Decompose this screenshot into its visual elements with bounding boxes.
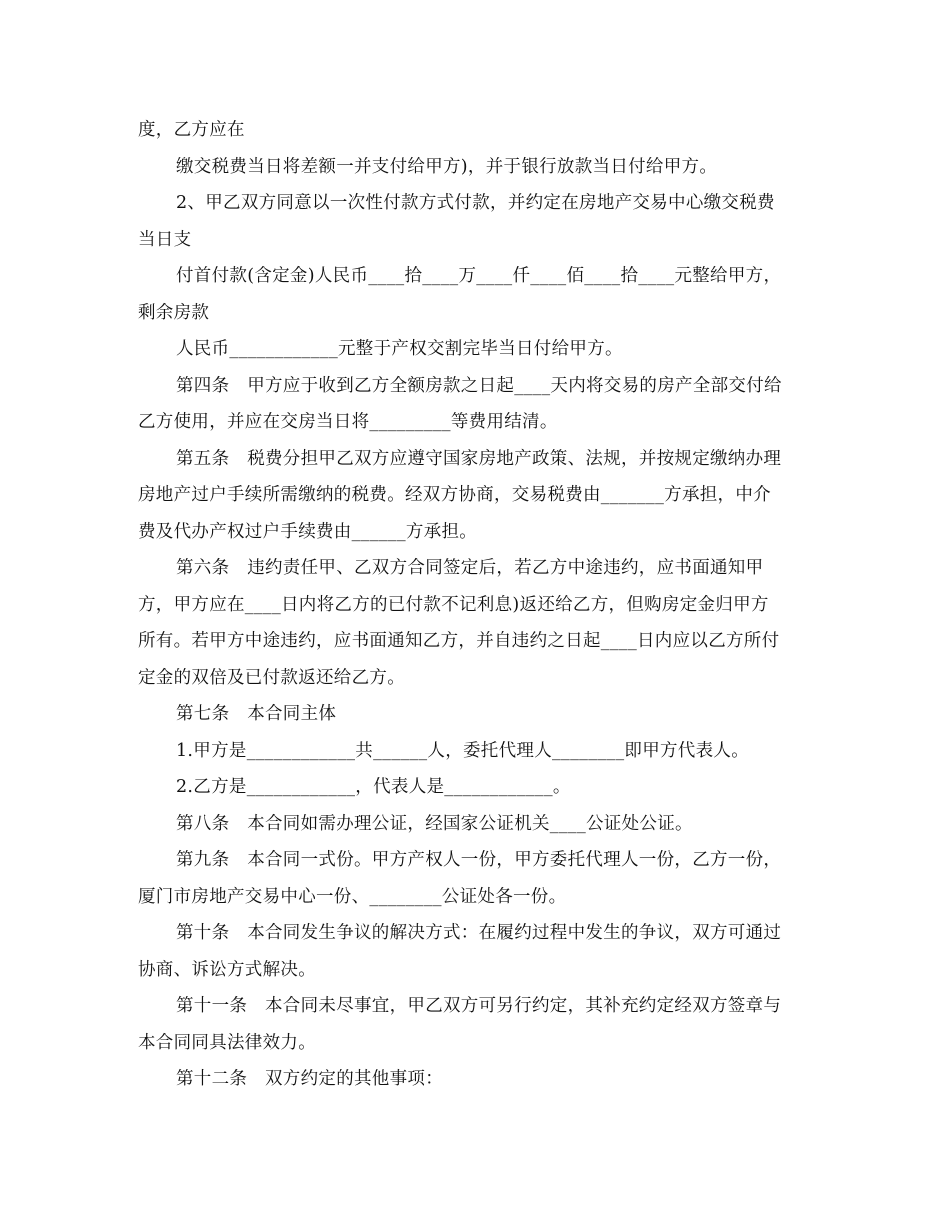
text-line: 乙方使用，并应在交房当日将_________等费用结清。 xyxy=(138,412,558,432)
text-line: 剩余房款 xyxy=(138,302,210,323)
text-line: 第五条 税费分担甲乙双方应遵守国家房地产政策、法规，并按规定缴纳办理 xyxy=(176,448,782,469)
text-line: 本合同同具法律效力。 xyxy=(138,1032,316,1053)
text-line: 厦门市房地产交易中心一份、________公证处各一份。 xyxy=(138,886,567,907)
text-line: 第九条 本合同一式份。甲方产权人一份，甲方委托代理人一份，乙方一份， xyxy=(176,850,782,870)
text-line: 房地产过户手续所需缴纳的税费。经双方协商，交易税费由_______方承担，中介 xyxy=(138,485,771,505)
text-line: 第十条 本合同发生争议的解决方式：在履约过程中发生的争议，双方可通过 xyxy=(176,923,782,943)
text-line: 所有。若甲方中途违约，应书面通知乙方，并自违约之日起____日内应以乙方所付 xyxy=(138,631,780,651)
text-line: 第十二条 双方约定的其他事项： xyxy=(176,1069,443,1089)
text-line: 协商、诉讼方式解决。 xyxy=(138,959,316,980)
text-line: 费及代办产权过户手续费由______方承担。 xyxy=(138,521,478,542)
text-line: 第七条 本合同主体 xyxy=(176,704,337,724)
text-line: 当日支 xyxy=(138,229,192,250)
text-line: 2、甲乙双方同意以一次性付款方式付款，并约定在房地产交易中心缴交税费 xyxy=(176,193,775,213)
text-line: 缴交税费当日将差额一并支付给甲方)，并于银行放款当日付给甲方。 xyxy=(176,156,718,177)
text-line: 第四条 甲方应于收到乙方全额房款之日起____天内将交易的房产全部交付给 xyxy=(176,375,782,396)
document-body xyxy=(138,112,818,1098)
text-line: 人民币____________元整于产权交割完毕当日付给甲方。 xyxy=(176,339,623,359)
text-line: 第十一条 本合同未尽事宜，甲乙双方可另行约定，其补充约定经双方签章与 xyxy=(176,996,782,1016)
text-line: 方，甲方应在____日内将乙方的已付款不记利息)返还给乙方，但购房定金归甲方 xyxy=(138,594,769,615)
text-line: 1.甲方是____________共______人，委托代理人________即甲方代表人。 xyxy=(176,740,749,761)
text-line: 第八条 本合同如需办理公证，经国家公证机关____公证处公证。 xyxy=(176,813,693,834)
text-line: 定金的双倍及已付款返还给乙方。 xyxy=(138,667,405,688)
text-line: 第六条 违约责任甲、乙双方合同签定后，若乙方中途违约，应书面通知甲 xyxy=(176,558,764,578)
text-line: 付首付款(含定金)人民币____拾____万____仟____佰____拾____元整给甲方， xyxy=(176,266,782,286)
text-line: 2.乙方是____________，代表人是____________。 xyxy=(176,777,571,797)
text-line: 度，乙方应在 xyxy=(138,120,245,140)
